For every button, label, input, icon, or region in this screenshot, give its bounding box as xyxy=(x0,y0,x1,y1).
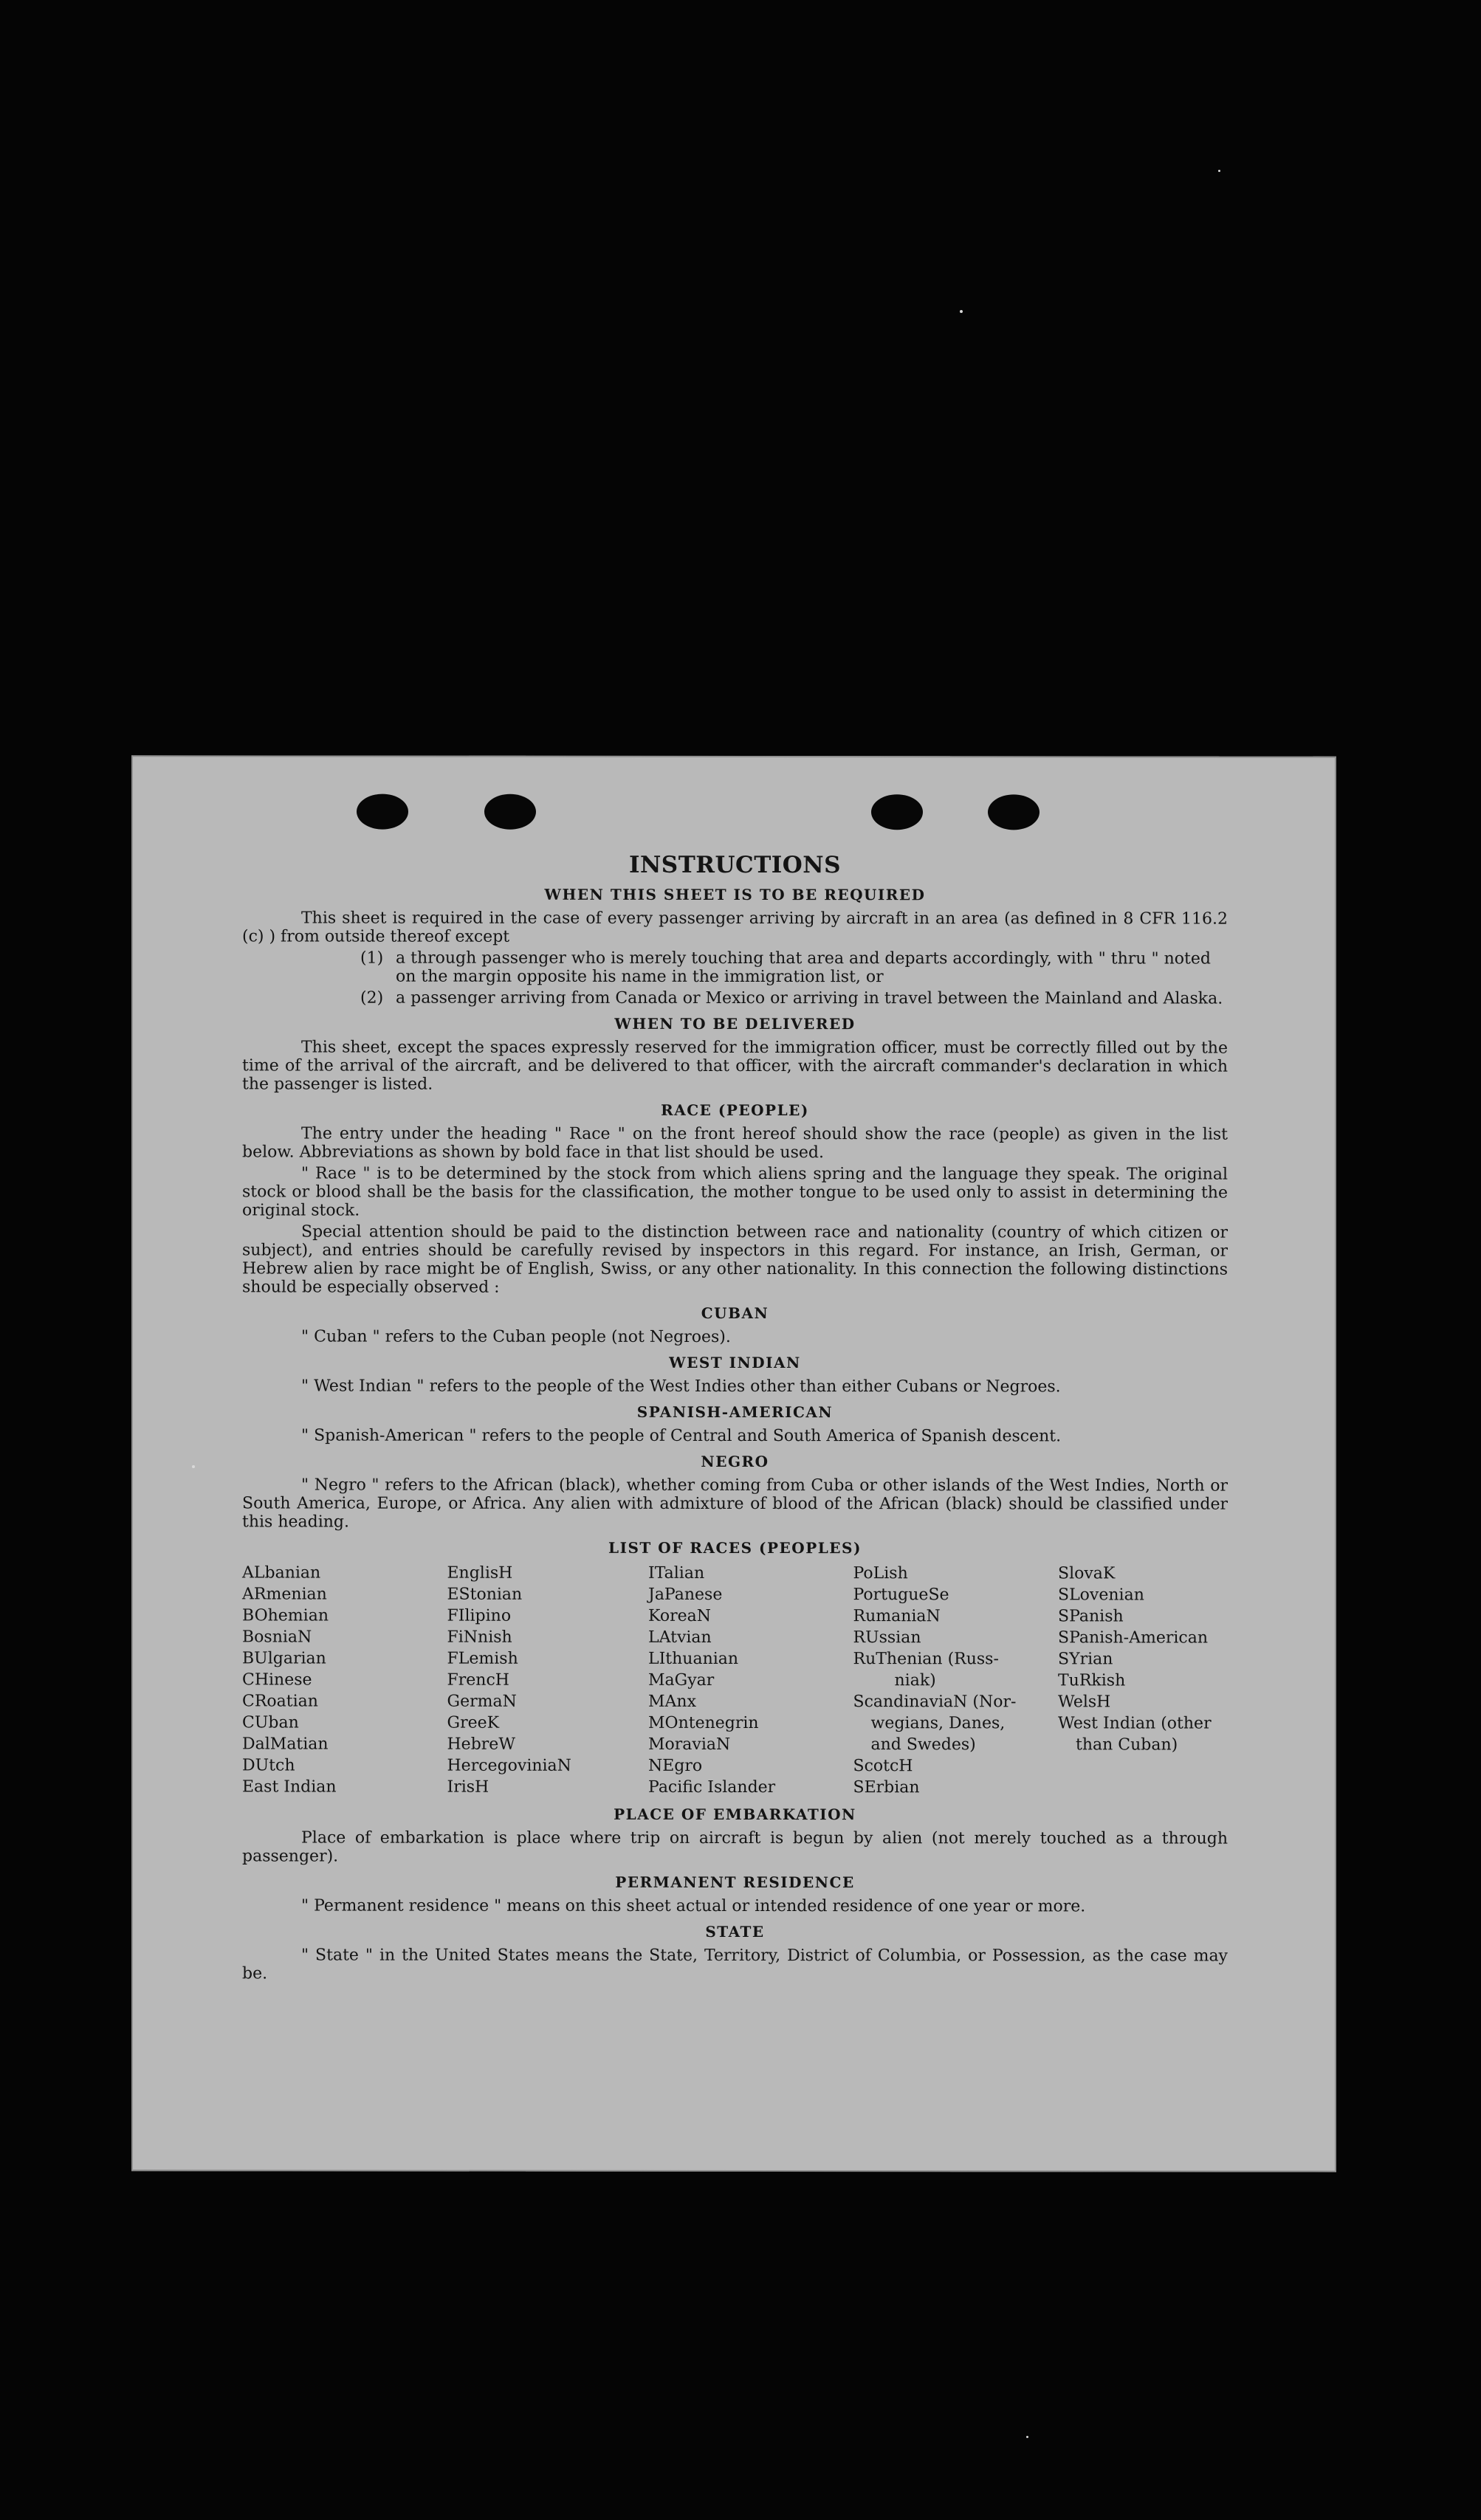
exception-number: (2) xyxy=(360,988,384,1008)
race-column xyxy=(447,1563,643,1798)
race-entry: SLovenian xyxy=(1058,1586,1144,1605)
exception-text: a through passenger who is merely touching that area and departs accordingly, with " thru " noted on the margin opposite his name in the immigration list, or xyxy=(396,949,1211,987)
race-entry: and Swedes) xyxy=(870,1735,976,1755)
when-delivered-text: This sheet, except the spaces expressly reserved for the immigration officer, must be correctly filled out by the time of the arrival of the aircraft, and be delivered to that officer, with the aircraft commander's declaration in which the passenger is listed. xyxy=(242,1038,1228,1094)
race-entry: RuThenian (Russ- xyxy=(853,1650,999,1669)
race-entry: RUssian xyxy=(853,1628,921,1648)
race-paragraph-2: " Race " is to be determined by the stock from which aliens spring and the language they speak. The original stock or blood shall be the basis for the classification, the mother tongue to be used only to assist in determining the original stock. xyxy=(242,1164,1228,1220)
heading-race: RACE (PEOPLE) xyxy=(661,1101,809,1120)
race-paragraph-3: Special attention should be paid to the distinction between race and nationality (country of which citizen or subject), and entries should be carefully revised by inspectors in this regard. For instance, an Irish, German, or Hebrew alien by race might be of English, Swiss, or any other nationality. In this connection the following distinctions should be especially observed : xyxy=(242,1222,1228,1297)
race-entry: CUban xyxy=(242,1713,299,1732)
race-entry: IrisH xyxy=(447,1777,489,1797)
race-entry: NEgro xyxy=(648,1756,703,1775)
heading-when-required: WHEN THIS SHEET IS TO BE REQUIRED xyxy=(544,885,926,904)
race-entry: WelsH xyxy=(1058,1693,1111,1712)
race-entry: EnglisH xyxy=(447,1563,513,1583)
race-entry: ALbanian xyxy=(242,1563,321,1583)
punch-hole xyxy=(484,794,536,830)
race-entry: CRoatian xyxy=(242,1692,318,1711)
race-entry: JaPanese xyxy=(648,1585,723,1604)
race-entry: DalMatian xyxy=(242,1735,329,1754)
exception-item xyxy=(360,989,1228,1008)
heading-embarkation: PLACE OF EMBARKATION xyxy=(614,1805,856,1824)
punch-hole xyxy=(871,794,923,830)
heading-negro: NEGRO xyxy=(701,1452,769,1471)
instructions-content xyxy=(242,851,1228,1986)
page-title: INSTRUCTIONS xyxy=(628,851,842,879)
negro-text: " Negro " refers to the African (black), whether coming from Cuba or other islands of the West Indies, North or South America, Europe, or Africa. Any alien with admixture of blood of the African (black) should be classified under this heading. xyxy=(242,1476,1228,1532)
cuban-text: " Cuban " refers to the Cuban people (not Negroes). xyxy=(301,1327,731,1346)
race-entry: HebreW xyxy=(447,1735,515,1754)
exception-item xyxy=(360,949,1228,987)
race-entry: SErbian xyxy=(853,1778,920,1797)
race-column xyxy=(853,1563,1053,1798)
heading-cuban: CUBAN xyxy=(701,1304,769,1323)
race-entry: wegians, Danes, xyxy=(870,1714,1006,1733)
race-entry: MoraviaN xyxy=(648,1735,731,1754)
spanish-american-text: " Spanish-American " refers to the people of Central and South America of Spanish descent. xyxy=(301,1426,1062,1446)
race-entry: ARmenian xyxy=(242,1585,327,1604)
race-entry: SPanish-American xyxy=(1058,1628,1209,1648)
film-speck xyxy=(960,310,963,313)
race-entry: niak) xyxy=(894,1671,936,1690)
race-entry: LIthuanian xyxy=(648,1649,739,1669)
race-entry: GermaN xyxy=(447,1692,517,1711)
race-entry: Pacific Islander xyxy=(648,1777,776,1797)
exception-number: (1) xyxy=(360,949,384,968)
race-entry: SYrian xyxy=(1058,1650,1113,1669)
race-entry: MAnx xyxy=(648,1692,696,1711)
state-text: " State " in the United States means the State, Territory, District of Columbia, or Possession, as the case may be. xyxy=(242,1946,1228,1983)
race-entry: KoreaN xyxy=(648,1606,711,1625)
race-paragraph-1: The entry under the heading " Race " on the front hereof should show the race (people) as given in the list below. Abbreviations as shown by bold face in that list should be used. xyxy=(242,1124,1228,1163)
race-entry: EStonian xyxy=(447,1585,523,1604)
race-entry: BOhemian xyxy=(242,1606,329,1625)
exception-text: a passenger arriving from Canada or Mexico or arriving in travel between the Mainland and Alaska. xyxy=(396,988,1223,1008)
film-speck xyxy=(1218,170,1220,172)
race-entry: West Indian (other xyxy=(1058,1714,1212,1733)
race-column xyxy=(648,1563,848,1798)
race-entry: than Cuban) xyxy=(1076,1735,1178,1755)
heading-spanish-american: SPANISH-AMERICAN xyxy=(636,1402,834,1422)
race-entry: MOntenegrin xyxy=(648,1713,759,1733)
race-column xyxy=(242,1562,441,1797)
heading-west-indian: WEST INDIAN xyxy=(669,1353,801,1372)
race-entry: RumaniaN xyxy=(853,1607,941,1626)
west-indian-text: " West Indian " refers to the people of the West Indies other than either Cubans or Negroes. xyxy=(301,1377,1061,1397)
race-entry: SlovaK xyxy=(1058,1564,1116,1583)
race-entry: FIlipino xyxy=(447,1606,512,1625)
heading-when-delivered: WHEN TO BE DELIVERED xyxy=(614,1014,856,1033)
residence-text: " Permanent residence " means on this sheet actual or intended residence of one year or more. xyxy=(301,1896,1086,1916)
film-speck xyxy=(192,1465,195,1468)
race-entry: FLemish xyxy=(447,1649,518,1668)
race-list xyxy=(242,1562,1228,1798)
race-entry: East Indian xyxy=(242,1777,337,1797)
heading-state: STATE xyxy=(705,1922,765,1941)
race-entry: HercegoviniaN xyxy=(447,1756,571,1775)
race-entry: LAtvian xyxy=(648,1628,712,1647)
document-sheet xyxy=(131,755,1336,2172)
race-entry: ScotcH xyxy=(853,1757,913,1776)
race-entry: BosniaN xyxy=(242,1628,312,1647)
race-entry: CHinese xyxy=(242,1670,312,1690)
punch-hole xyxy=(988,794,1040,830)
race-entry: FiNnish xyxy=(447,1628,512,1647)
when-required-intro: This sheet is required in the case of every passenger arriving by aircraft in an area (as defined in 8 CFR 116.2 (c) ) from outside thereof except xyxy=(242,909,1228,946)
race-entry: ITalian xyxy=(648,1563,705,1583)
race-entry: PoLish xyxy=(853,1564,908,1583)
embarkation-text: Place of embarkation is place where trip on aircraft is begun by alien (not merely touched as a through passenger). xyxy=(242,1828,1228,1866)
film-speck xyxy=(1026,2436,1028,2438)
race-entry: BUlgarian xyxy=(242,1649,326,1668)
race-column xyxy=(1058,1563,1228,1798)
race-entry: GreeK xyxy=(447,1713,500,1732)
punch-hole xyxy=(357,794,408,830)
race-entry: ScandinaviaN (Nor- xyxy=(853,1693,1017,1712)
race-entry: TuRkish xyxy=(1058,1671,1126,1690)
race-entry: DUtch xyxy=(242,1756,295,1775)
race-entry: PortugueSe xyxy=(853,1586,949,1605)
race-entry: MaGyar xyxy=(648,1670,715,1690)
heading-list-of-races: LIST OF RACES (PEOPLES) xyxy=(608,1538,862,1557)
race-entry: FrencH xyxy=(447,1670,509,1690)
heading-permanent-residence: PERMANENT RESIDENCE xyxy=(615,1873,855,1892)
race-entry: SPanish xyxy=(1058,1607,1124,1626)
